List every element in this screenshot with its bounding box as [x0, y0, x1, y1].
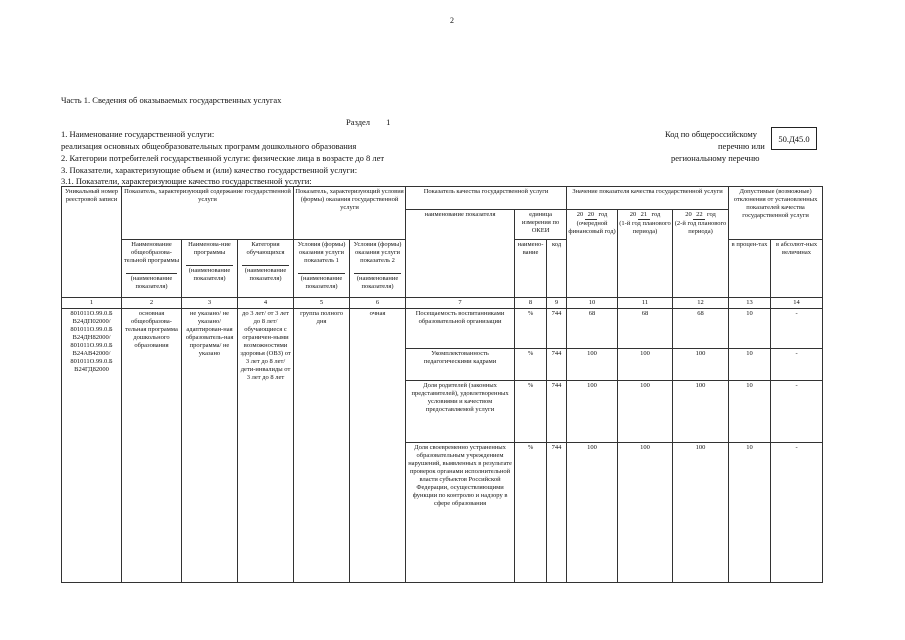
header-conditions-group: Показатель, характеризующий условия (формы) оказания государственной услуги — [294, 187, 406, 240]
col-number: 11 — [618, 298, 673, 309]
cell-unit: % — [515, 381, 547, 443]
header-percent: в процен-тах — [729, 240, 771, 298]
year2-prefix: 20 — [629, 211, 637, 218]
cell-value-1: 68 — [567, 309, 618, 349]
cell-indicator-name: Доля своевременно устраненных образовательным учреждением нарушений, выявленных в результате проверок органами исполнительной власти субъектов Российской Федерации, осуществляющими функции по контролю и надзору в сфере образования — [406, 443, 515, 583]
header-unit-name: наимено-вание — [515, 240, 547, 298]
header-absolute: в абсолют-ных величинах — [771, 240, 823, 298]
header-condition1-label: Условия (формы) оказания услуги показатель 1 — [297, 241, 346, 264]
col-number: 10 — [567, 298, 618, 309]
indicators-heading: 3. Показатели, характеризующие объем и (или) качество государственной услуги: — [61, 165, 358, 175]
header-category-indicator: (наименование показателя) — [242, 265, 289, 283]
section-heading — [346, 117, 390, 127]
col-number: 6 — [350, 298, 406, 309]
year3-suffix: год — [706, 211, 716, 218]
header-deviation-group: Допустимые (возможные) отклонения от установленных показателей качества государственной услуги — [729, 187, 823, 240]
consumer-category: 2. Категории потребителей государственной услуги: физические лица в возрасте до 8 лет — [61, 153, 385, 163]
col-number: 8 — [515, 298, 547, 309]
cell-unit: % — [515, 309, 547, 349]
header-program — [122, 240, 182, 298]
col-number: 9 — [547, 298, 567, 309]
cell-deviation-pct: 10 — [729, 381, 771, 443]
cell-registry: 801011О.99.0.Б В24ДП02000/ 801011О.99.0.Б В24ДН82000/ 801011О.99.0.Б В24АВ42000/ 801011О.99.0.Б В24ГД82000 — [62, 309, 122, 583]
cell-unit-code: 744 — [547, 349, 567, 381]
cell-category: до 3 лет/ от 3 лет до 8 лет/ обучающиеся с ограничен-ными возможностями здоровья (ОВЗ) от 3 лет до 8 лет/дети-инвалиды от 3 лет до 8 лет — [238, 309, 294, 583]
col-number: 2 — [122, 298, 182, 309]
cell-condition1: группа полного дня — [294, 309, 350, 583]
cell-indicator-name: Посещаемость воспитанниками образовательной организации — [406, 309, 515, 349]
header-condition1 — [294, 240, 350, 298]
cell-value-2: 100 — [618, 443, 673, 583]
col-number: 5 — [294, 298, 350, 309]
code-label-line1: Код по общероссийскому — [665, 129, 758, 139]
cell-value-3: 100 — [673, 381, 729, 443]
year3-prefix: 20 — [685, 211, 692, 218]
col-number: 13 — [729, 298, 771, 309]
year3-value: 22 — [693, 211, 705, 220]
col-number: 14 — [771, 298, 823, 309]
col-number: 4 — [238, 298, 294, 309]
header-unit-code: код — [547, 240, 567, 298]
cell-program: основная общеобразова-тельная программа дошкольного образования — [122, 309, 182, 583]
header-category — [238, 240, 294, 298]
header-program-name-label: Наименова-ние программы — [188, 241, 231, 256]
service-name-value: реализация основных общеобразовательных программ дошкольного образования — [61, 141, 357, 151]
col-number: 1 — [62, 298, 122, 309]
cell-value-1: 100 — [567, 443, 618, 583]
cell-deviation-pct: 10 — [729, 349, 771, 381]
header-program-name-indicator: (наименование показателя) — [186, 265, 233, 283]
section-number: 1 — [386, 117, 391, 127]
service-code-box: 50.Д45.0 — [771, 127, 817, 150]
cell-indicator-name: Укомплектованность педагогическими кадрами — [406, 349, 515, 381]
section-label: Раздел — [346, 117, 371, 127]
header-category-label: Категория обучающихся — [246, 241, 285, 256]
cell-unit: % — [515, 443, 547, 583]
part-title: Часть 1. Сведения об оказываемых государственных услугах — [61, 95, 282, 105]
cell-deviation-abs: - — [771, 309, 823, 349]
header-condition2-label: Условия (формы) оказания услуги показатель 2 — [353, 241, 402, 264]
cell-unit-code: 744 — [547, 309, 567, 349]
cell-unit-code: 744 — [547, 381, 567, 443]
cell-indicator-name: Доля родителей (законных представителей), удовлетворенных условиями и качеством предоставляемой услуги — [406, 381, 515, 443]
header-condition2-indicator: (наименование показателя) — [354, 273, 401, 291]
cell-deviation-pct: 10 — [729, 443, 771, 583]
cell-value-1: 100 — [567, 349, 618, 381]
cell-value-1: 100 — [567, 381, 618, 443]
year1-desc: (очередной финансовый год) — [568, 220, 616, 235]
year3-desc: (2-й год планового периода) — [674, 220, 727, 235]
year2-value: 21 — [638, 211, 650, 220]
quality-indicators-heading: 3.1. Показатели, характеризующие качество государственной услуги: — [61, 176, 312, 186]
year1-value: 20 — [585, 211, 597, 220]
year2-suffix: год — [651, 211, 661, 218]
cell-value-2: 68 — [618, 309, 673, 349]
code-label-line3: региональному перечню — [671, 153, 760, 163]
header-value-group: Значение показателя качества государственной услуги — [567, 187, 729, 210]
cell-deviation-abs: - — [771, 443, 823, 583]
header-registry-number: Уникальный номер реестровой записи — [62, 187, 122, 298]
code-label-line2: перечню или — [718, 141, 765, 151]
header-quality-group: Показатель качества государственной услуги — [406, 187, 567, 210]
header-indicator-name: наименование показателя — [406, 210, 515, 298]
cell-program-name: не указано/ не указано/ адаптирован-ная образователь-ная программа/ не указано — [182, 309, 238, 583]
year1-prefix: 20 — [576, 211, 584, 218]
cell-value-3: 100 — [673, 443, 729, 583]
cell-deviation-pct: 10 — [729, 309, 771, 349]
cell-value-3: 100 — [673, 349, 729, 381]
header-condition1-indicator: (наименование показателя) — [298, 273, 345, 291]
header-program-name — [182, 240, 238, 298]
cell-value-3: 68 — [673, 309, 729, 349]
cell-unit-code: 744 — [547, 443, 567, 583]
cell-deviation-abs: - — [771, 349, 823, 381]
cell-value-2: 100 — [618, 381, 673, 443]
col-number: 7 — [406, 298, 515, 309]
year2-desc: (1-й год планового периода) — [619, 220, 671, 235]
header-year1 — [567, 210, 618, 298]
col-number: 3 — [182, 298, 238, 309]
header-year3 — [673, 210, 729, 298]
quality-indicators-table — [61, 186, 823, 583]
header-condition2 — [350, 240, 406, 298]
header-program-label: Наименование общеобразова-тельной программы — [123, 241, 180, 264]
year1-suffix: год — [598, 211, 608, 218]
header-content-group: Показатель, характеризующий содержание государственной услуги — [122, 187, 294, 240]
cell-unit: % — [515, 349, 547, 381]
cell-deviation-abs: - — [771, 381, 823, 443]
col-number: 12 — [673, 298, 729, 309]
header-unit: единица измерения по ОКЕИ — [515, 210, 567, 240]
header-year2 — [618, 210, 673, 298]
table-row — [62, 309, 823, 349]
cell-value-2: 100 — [618, 349, 673, 381]
cell-condition2: очная — [350, 309, 406, 583]
header-program-indicator: (наименование показателя) — [126, 273, 177, 291]
service-name-label: 1. Наименование государственной услуги: — [61, 129, 215, 139]
page-number: 2 — [450, 16, 454, 25]
